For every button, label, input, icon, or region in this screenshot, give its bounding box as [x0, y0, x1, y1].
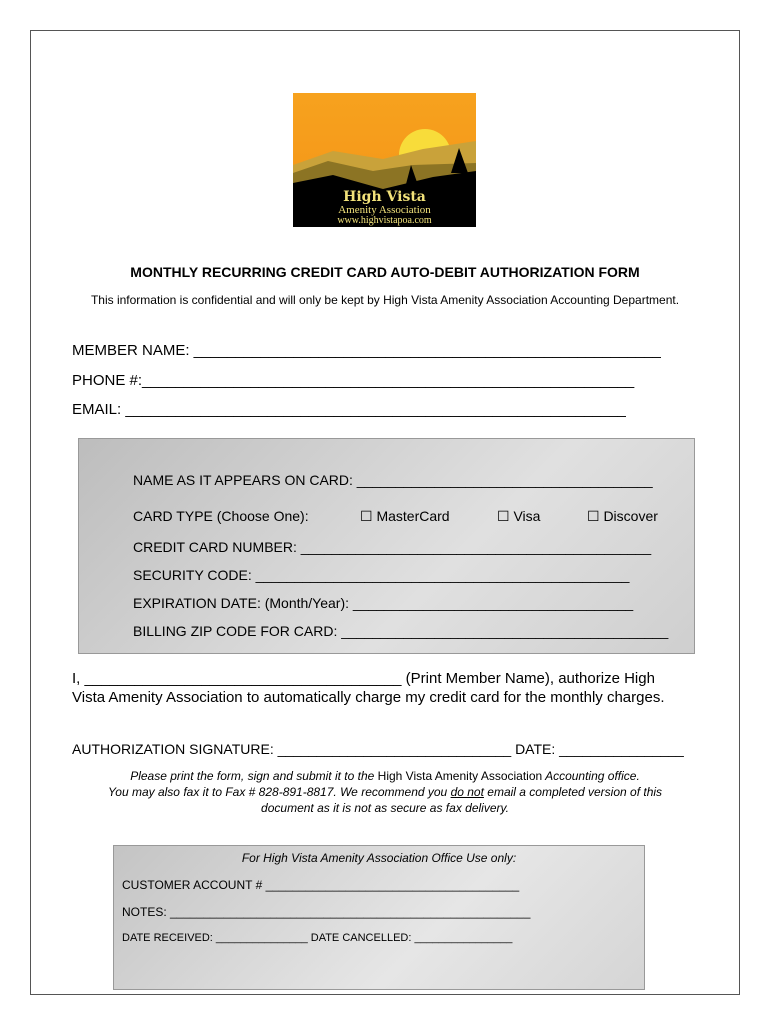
member-name-field[interactable]: MEMBER NAME: ________________________________________________________	[72, 342, 661, 359]
billing-zip-field[interactable]: BILLING ZIP CODE FOR CARD: __________________________________________	[133, 623, 669, 639]
logo-url: www.highvistapoa.com	[337, 215, 432, 226]
logo-text: Amenity Association	[338, 204, 431, 216]
discover-checkbox[interactable]: ☐ Discover	[587, 508, 658, 524]
card-number-field[interactable]: CREDIT CARD NUMBER: _____________________________________________	[133, 539, 652, 555]
signature-date-field[interactable]: AUTHORIZATION SIGNATURE: ______________________________ DATE: ________________	[72, 741, 684, 757]
authorize-line[interactable]: I, ______________________________________ (Print Member Name), authorize High	[72, 670, 655, 687]
high-vista-logo	[293, 93, 476, 227]
authorize-text: Vista Amenity Association to automatically charge my credit card for the monthly charges.	[72, 689, 665, 706]
security-code-field[interactable]: SECURITY CODE: ________________________________________________	[133, 567, 630, 583]
form-title: MONTHLY RECURRING CREDIT CARD AUTO-DEBIT AUTHORIZATION FORM	[130, 264, 640, 280]
expiration-field[interactable]: EXPIRATION DATE: (Month/Year): ____________________________________	[133, 595, 634, 611]
customer-account-field[interactable]: CUSTOMER ACCOUNT # ______________________________________	[122, 878, 520, 892]
office-use-heading: For High Vista Amenity Association Office Use only:	[241, 851, 517, 865]
notes-field[interactable]: NOTES: ______________________________________________________	[122, 905, 531, 919]
instructions-line3: document as it is not as secure as fax delivery.	[261, 801, 509, 815]
mastercard-checkbox[interactable]: ☐ MasterCard	[360, 508, 450, 524]
instructions-line1: Please print the form, sign and submit it to the High Vista Amenity Association Accounting office.	[130, 769, 640, 783]
logo-text: High Vista	[343, 189, 426, 205]
instructions-line2: You may also fax it to Fax # 828-891-8817. We recommend you do not email a completed version of this	[107, 785, 663, 799]
email-field[interactable]: EMAIL: ____________________________________________________________	[72, 401, 626, 418]
phone-field[interactable]: PHONE #:___________________________________________________________	[72, 372, 635, 389]
date-received-cancelled-field[interactable]: DATE RECEIVED: _______________ DATE CANCELLED: ________________	[122, 932, 513, 944]
visa-checkbox[interactable]: ☐ Visa	[497, 508, 541, 524]
card-name-field[interactable]: NAME AS IT APPEARS ON CARD: ______________________________________	[133, 472, 653, 488]
card-type-label: CARD TYPE (Choose One):	[133, 508, 309, 524]
confidentiality-note: This information is confidential and will only be kept by High Vista Amenity Association Accounting Department.	[90, 293, 680, 307]
